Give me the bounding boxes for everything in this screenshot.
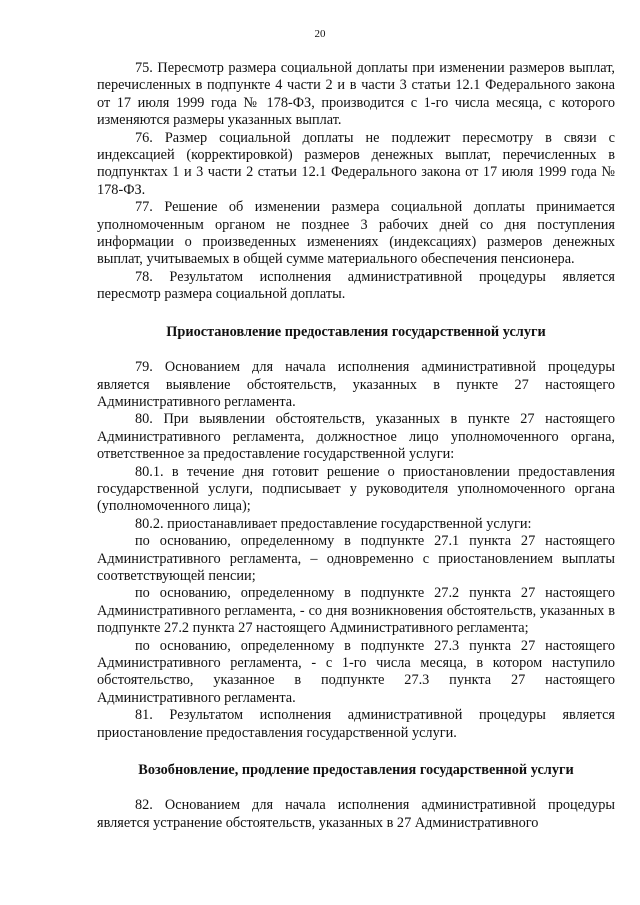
page-content — [97, 60, 615, 832]
section-heading-resumption: Возобновление, продление предоставления государственной услуги — [138, 762, 574, 779]
section-heading-suspension: Приостановление предоставления государственной услуги — [166, 323, 546, 340]
paragraph-81: 81. Результатом исполнения административной процедуры является приостановление предоставления государственной услуги. — [97, 707, 615, 741]
paragraph-basis-27-2: по основанию, определенному в подпункте 27.2 пункта 27 настоящего Административного регламента, - со дня возникновения обстоятельств, указанных в подпункте 27.2 пункта 27 настоящего Административного регламента; — [97, 585, 615, 637]
page-number: 20 — [314, 28, 326, 40]
paragraph-82: 82. Основанием для начала исполнения административной процедуры является устранение обстоятельств, указанных в 27 Административного — [97, 797, 615, 831]
paragraph-75: 75. Пересмотр размера социальной доплаты при изменении размеров выплат, перечисленных в подпункте 4 части 2 и в части 3 статьи 12.1 Федерального закона от 17 июля 1999 года № 178-ФЗ, производится с 1-го числа месяца, с которого изменяются размеры указанных выплат. — [97, 60, 615, 129]
paragraph-76: 76. Размер социальной доплаты не подлежит пересмотру в связи с индексацией (корректировкой) размеров денежных выплат, перечисленных в подпунктах 1 и 3 части 2 статьи 12.1 Федерального закона от 17 июля 1999 года № 178-ФЗ. — [97, 129, 615, 198]
paragraph-78: 78. Результатом исполнения административной процедуры является пересмотр размера социальной доплаты. — [97, 268, 615, 303]
paragraph-79: 79. Основанием для начала исполнения административной процедуры является выявление обстоятельств, указанных в пункте 27 настоящего Административного регламента. — [97, 359, 615, 410]
paragraph-80-2: 80.2. приостанавливает предоставление государственной услуги: — [135, 515, 532, 532]
paragraph-basis-27-3: по основанию, определенному в подпункте 27.3 пункта 27 настоящего Административного регламента, - с 1-го числа месяца, в котором наступило обстоятельство, указанное в подпункте 27.3 пункта 27 настоящего Административного регламента. — [97, 637, 615, 706]
paragraph-77: 77. Решение об изменении размера социальной доплаты принимается уполномоченным органом не позднее 3 рабочих дней со дня поступления информации о произведенных изменениях (индексациях) размеров денежных выплат, учитываемых в общей сумме материального обеспечения пенсионера. — [97, 199, 615, 268]
paragraph-basis-27-1: по основанию, определенному в подпункте 27.1 пункта 27 настоящего Административного регламента, – одновременно с приостановлением выплаты соответствующей пенсии; — [97, 533, 615, 584]
paragraph-80: 80. При выявлении обстоятельств, указанных в пункте 27 настоящего Административного регламента, должностное лицо уполномоченного органа, ответственное за предоставление государственной услуги: — [97, 411, 615, 463]
paragraph-80-1: 80.1. в течение дня готовит решение о приостановлении предоставления государственной услуги, подписывает у руководителя уполномоченного органа (уполномоченного лица); — [97, 463, 615, 515]
